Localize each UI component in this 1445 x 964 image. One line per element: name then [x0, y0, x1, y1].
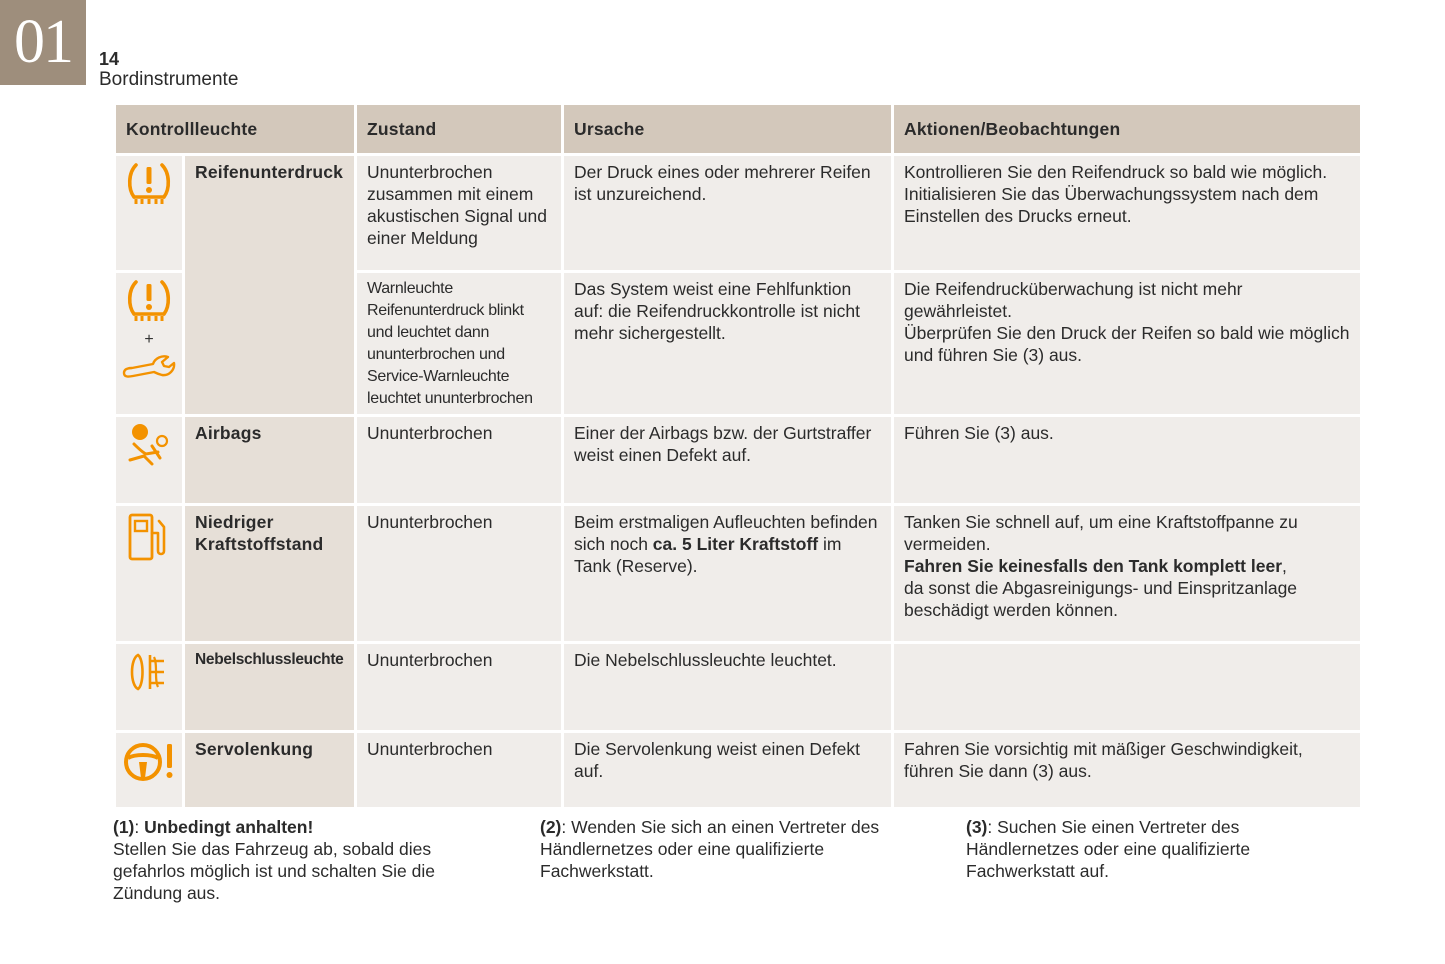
icon-cell [115, 416, 184, 505]
rear-fog-light-icon [124, 679, 174, 699]
warning-name-servolenkung: Servolenkung [184, 732, 356, 809]
table-row [115, 505, 1362, 643]
footnote-2 [540, 816, 900, 882]
table-header-row [115, 104, 1362, 155]
ursache-cell: Einer der Airbags bzw. der Gurtstraffer weist einen Defekt auf. [563, 416, 893, 505]
ursache-cell: Die Servolenkung weist einen Defekt auf. [563, 732, 893, 809]
aktionen-cell [893, 732, 1362, 809]
warning-name-reifenunterdruck: Reifenunterdruck [184, 155, 356, 416]
footnote-bold: Unbedingt anhalten! [144, 817, 314, 837]
header-aktionen: Aktionen/Beobachtungen [893, 104, 1362, 155]
footnote-text: Wenden Sie sich an einen Vertreter des Händlernetzes oder eine qualifizierte Fachwerkstatt. [540, 817, 880, 881]
footnote-1 [113, 816, 473, 904]
ursache-cell: Die Nebelschlussleuchte leuchtet. [563, 643, 893, 732]
aktionen-cell [893, 155, 1362, 272]
airbag-icon [124, 452, 174, 472]
service-wrench-icon [121, 365, 177, 385]
page-title: Bordinstrumente [99, 69, 239, 90]
footnote-ref: (2) [540, 817, 562, 837]
aktionen-cell [893, 505, 1362, 643]
aktion-line: Führen Sie (3) aus. [904, 423, 1054, 443]
aktion-line: Kontrollieren Sie den Reifendruck so bald wie möglich. [904, 162, 1328, 182]
header-kontrollleuchte: Kontrollleuchte [115, 104, 356, 155]
aktion-line: Initialisieren Sie das Überwachungssystem nach dem Einstellen des Drucks erneut. [904, 184, 1319, 226]
aktionen-cell [893, 643, 1362, 732]
plus-sign: + [144, 331, 154, 348]
aktion-comma: , [1282, 556, 1287, 576]
ursache-cell [563, 505, 893, 643]
chapter-number: 01 [0, 0, 86, 85]
zustand-cell: Warnleuchte Reifenunterdruck blinkt und leuchtet dann ununterbrochen und Service-Warnleuchte leuchtet ununterbrochen [356, 272, 563, 416]
icon-cell [115, 272, 184, 416]
aktion-line [904, 555, 1350, 577]
header-zustand: Zustand [356, 104, 563, 155]
footnote-ref: (3) [966, 817, 988, 837]
table-row [115, 155, 1362, 272]
footnote-3 [966, 816, 1326, 882]
icon-cell [115, 732, 184, 809]
table-row [115, 732, 1362, 809]
footnote-sep: : [561, 817, 572, 837]
warning-name-nebelschlussleuchte: Nebelschlussleuchte [184, 643, 356, 732]
aktion-bold-text: Fahren Sie keinesfalls den Tank komplett leer [904, 556, 1283, 576]
table-row [115, 416, 1362, 505]
aktion-line: Tanken Sie schnell auf, um eine Kraftstoffpanne zu vermeiden. [904, 512, 1298, 554]
footnote-ref: (1) [113, 817, 135, 837]
power-steering-icon [121, 768, 177, 788]
icon-cell [115, 643, 184, 732]
ursache-cell: Der Druck eines oder mehrerer Reifen ist unzureichend. [563, 155, 893, 272]
ursache-text-end: im Tank (Reserve). [574, 534, 842, 576]
footnote-text: Suchen Sie einen Vertreter des Händlernetzes oder eine qualifizierte Fachwerkstatt auf. [966, 817, 1251, 881]
footnote-sep: : [134, 817, 145, 837]
zustand-cell: Ununterbrochen [356, 643, 563, 732]
warning-name-airbags: Airbags [184, 416, 356, 505]
table-row [115, 643, 1362, 732]
warning-name-kraftstoff: Niedriger Kraftstoffstand [184, 505, 356, 643]
aktion-line: Fahren Sie vorsichtig mit mäßiger Geschwindigkeit, führen Sie dann (3) aus. [904, 739, 1303, 781]
footnote-sep: : [987, 817, 998, 837]
zustand-cell: Ununterbrochen zusammen mit einem akustischen Signal und einer Meldung [356, 155, 563, 272]
icon-cell [115, 505, 184, 643]
aktion-line: Überprüfen Sie den Druck der Reifen so bald wie möglich und führen Sie (3) aus. [904, 323, 1350, 365]
fuel-pump-icon [124, 549, 174, 569]
zustand-cell: Ununterbrochen [356, 505, 563, 643]
ursache-text: Beim erstmaligen Aufleuchten befinden sich noch [574, 512, 878, 554]
zustand-cell: Ununterbrochen [356, 732, 563, 809]
aktion-line: da sonst die Abgasreinigungs- und Einspritzanlage beschädigt werden können. [904, 578, 1298, 620]
header-ursache: Ursache [563, 104, 893, 155]
aktionen-cell [893, 272, 1362, 416]
ursache-cell: Das System weist eine Fehlfunktion auf: die Reifendruckkontrolle ist nicht mehr sichergestellt. [563, 272, 893, 416]
ursache-bold-text: ca. 5 Liter Kraftstoff [652, 534, 819, 554]
icon-cell [115, 155, 184, 272]
aktionen-cell [893, 416, 1362, 505]
footnote-text: Stellen Sie das Fahrzeug ab, sobald dies gefahrlos möglich ist und schalten Sie die Zündung aus. [113, 839, 435, 903]
tire-pressure-icon [124, 308, 174, 328]
zustand-cell: Ununterbrochen [356, 416, 563, 505]
aktion-line: Die Reifendrucküberwachung ist nicht mehr gewährleistet. [904, 279, 1243, 321]
tire-pressure-icon [124, 191, 174, 211]
page-number: 14 [99, 49, 120, 69]
warning-lights-table [113, 102, 1363, 810]
